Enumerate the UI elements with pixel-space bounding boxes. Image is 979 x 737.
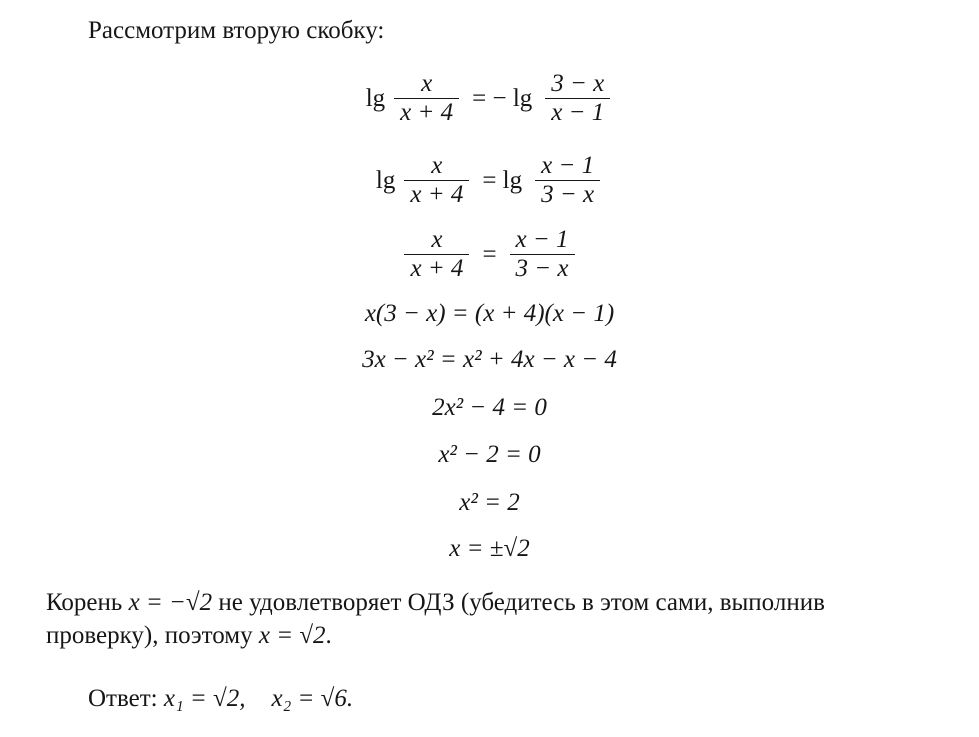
eq1-frac2-numerator: 3 − x bbox=[551, 70, 605, 97]
conclusion-line-2 bbox=[46, 621, 332, 651]
eq3-fraction-right bbox=[510, 226, 575, 283]
eq3-frac2-numerator: x − 1 bbox=[515, 226, 569, 253]
eq2-frac1-denominator: x + 4 bbox=[410, 181, 464, 208]
equation-3 bbox=[0, 226, 979, 283]
conclusion-math-1: x = −√2 bbox=[128, 589, 213, 616]
eq2-fraction-right bbox=[535, 152, 600, 209]
conclusion-text-b: не удовлетворяет ОДЗ (убедитесь в этом сами, выполнив bbox=[212, 589, 825, 616]
conclusion-text-a: Корень bbox=[46, 589, 129, 616]
eq2-frac1-numerator: x bbox=[431, 152, 443, 179]
conclusion-text-c: проверку), поэтому bbox=[46, 622, 259, 649]
eq1-frac2-denominator: x − 1 bbox=[551, 99, 605, 126]
equation-5: 3x − x² = x² + 4x − x − 4 bbox=[362, 346, 617, 373]
eq1-middle: = − lg bbox=[472, 84, 533, 112]
answer-line bbox=[88, 684, 353, 714]
eq2-middle: = lg bbox=[482, 166, 523, 194]
eq2-frac2-denominator: 3 − x bbox=[541, 181, 595, 208]
equation-2 bbox=[0, 152, 979, 209]
equation-6: 2x² − 4 = 0 bbox=[432, 394, 547, 421]
equation-4: x(3 − x) = (x + 4)(x − 1) bbox=[364, 300, 615, 327]
eq3-middle: = bbox=[482, 240, 497, 268]
equation-9: x = ±√2 bbox=[449, 535, 530, 562]
eq3-fraction-left bbox=[404, 226, 469, 283]
eq1-lg: lg bbox=[365, 84, 386, 112]
eq3-frac1-numerator: x bbox=[431, 226, 443, 253]
answer-x2: x₂ = √6. bbox=[271, 685, 354, 712]
eq2-lg: lg bbox=[375, 166, 396, 194]
eq3-frac1-denominator: x + 4 bbox=[410, 255, 464, 282]
equation-1 bbox=[0, 70, 979, 127]
eq3-frac2-denominator: 3 − x bbox=[515, 255, 569, 282]
eq1-fraction-right bbox=[545, 70, 610, 127]
conclusion-math-2: x = √2 bbox=[258, 622, 326, 649]
answer-label: Ответ: bbox=[88, 685, 164, 712]
answer-x1: x₁ = √2, bbox=[163, 685, 246, 712]
conclusion-text-d: . bbox=[325, 622, 332, 649]
equation-7: x² − 2 = 0 bbox=[438, 441, 541, 468]
intro-text: Рассмотрим вторую скобку: bbox=[88, 17, 385, 44]
eq2-fraction-left bbox=[404, 152, 469, 209]
eq1-frac1-numerator: x bbox=[421, 70, 433, 97]
equation-8: x² = 2 bbox=[459, 489, 520, 516]
eq1-fraction-left bbox=[394, 70, 459, 127]
eq2-frac2-numerator: x − 1 bbox=[541, 152, 595, 179]
eq1-frac1-denominator: x + 4 bbox=[400, 99, 454, 126]
conclusion-line-1 bbox=[46, 588, 825, 618]
